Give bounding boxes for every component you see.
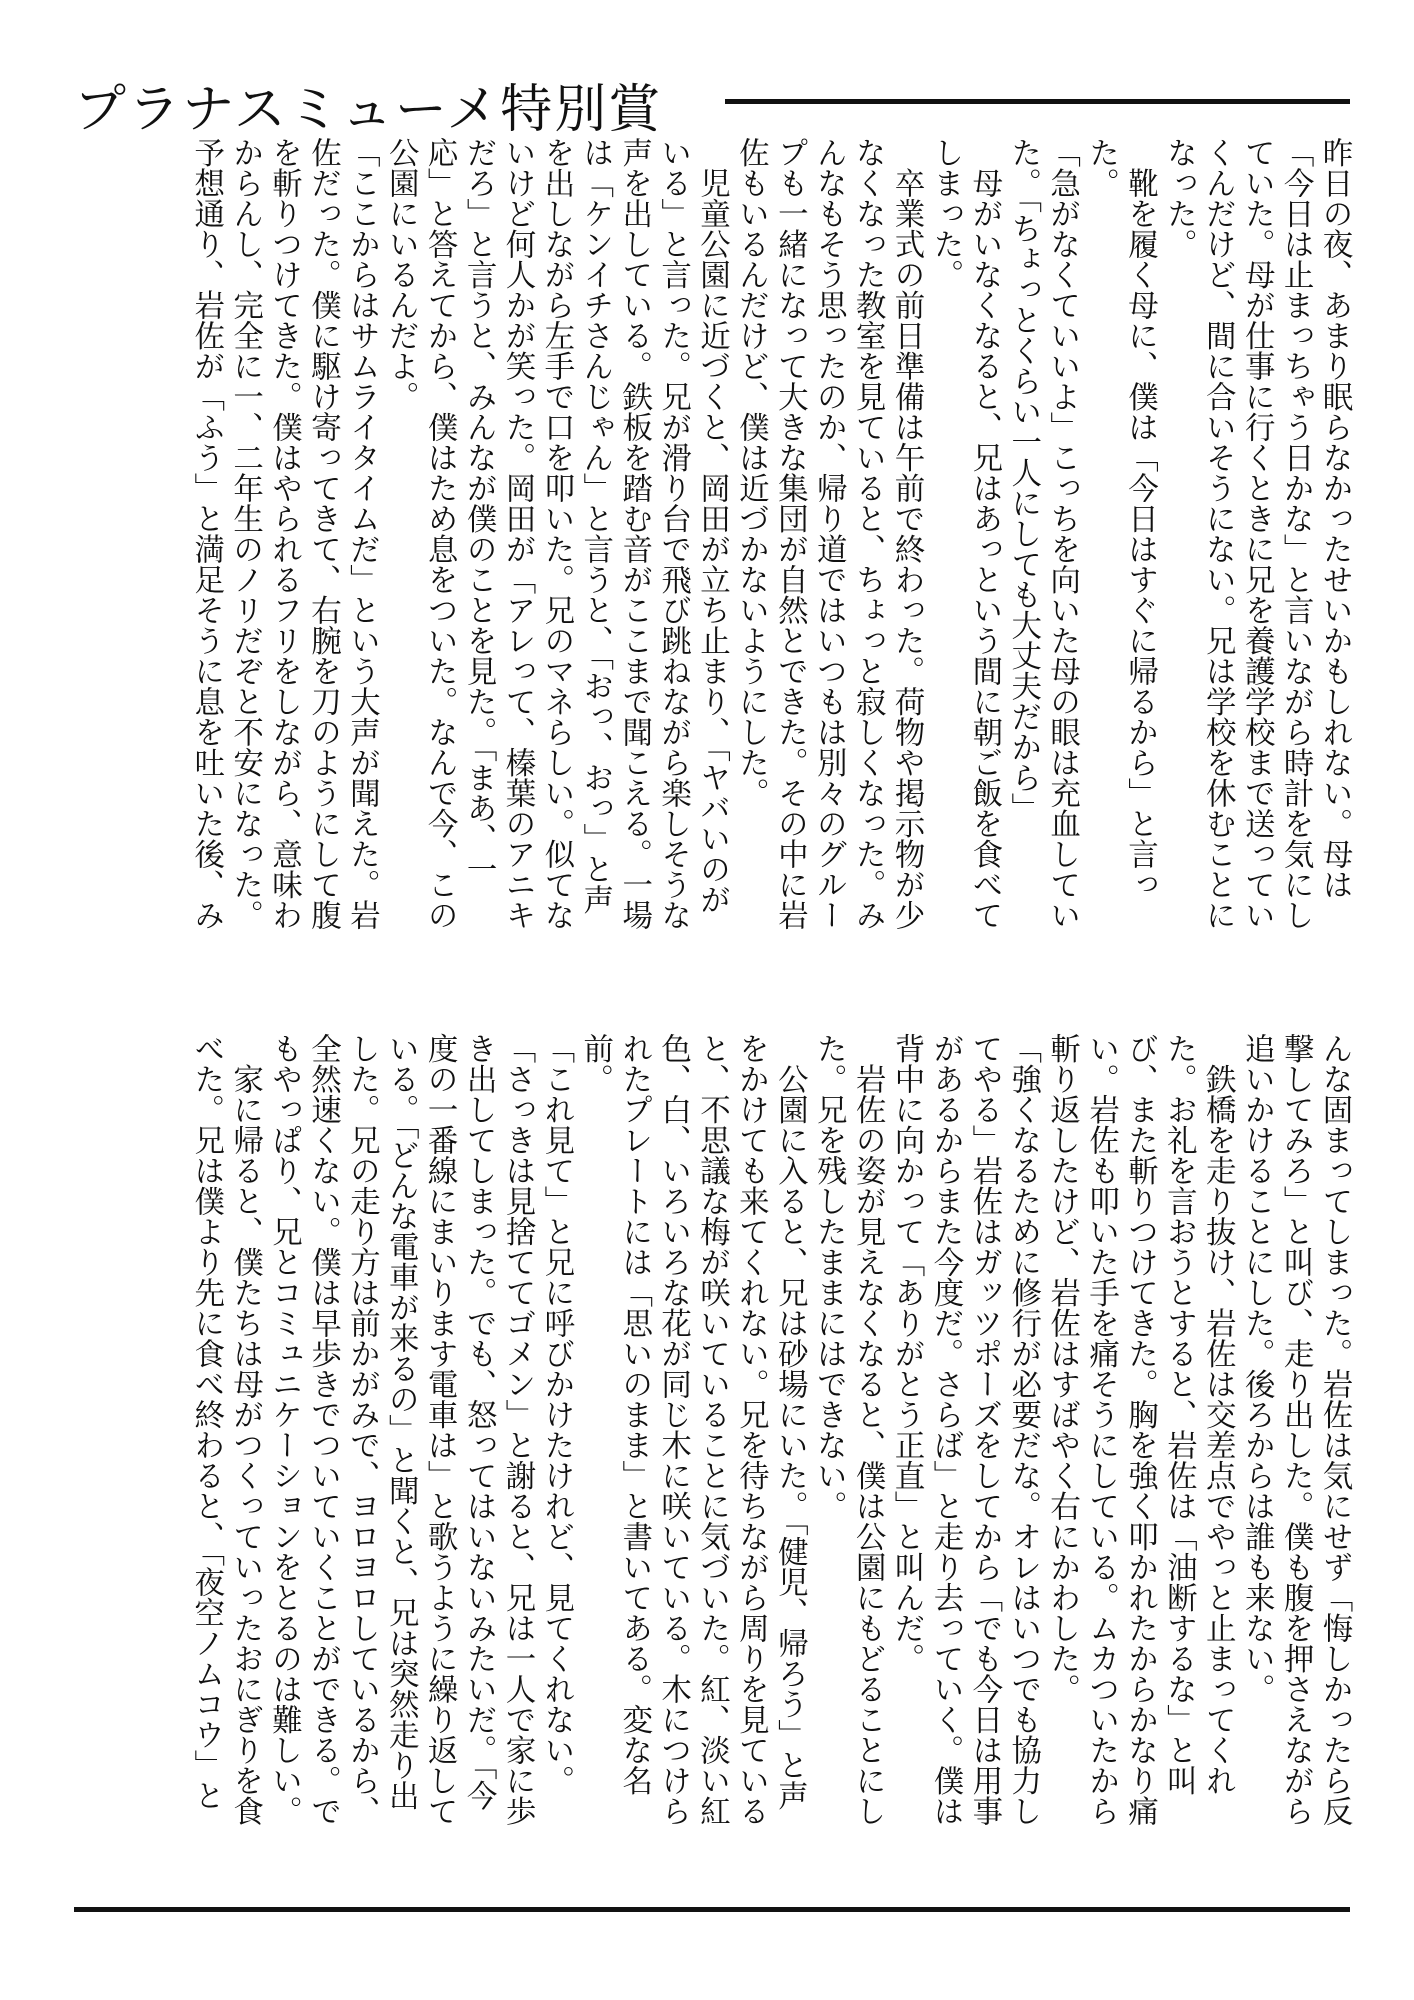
text-line: べた。兄は僕より先に食べ終わると、「夜空ノムコウ」と: [188, 1033, 224, 1811]
text-line: 「強くなるために修行が必要だな。オレはいつでも協力し: [1005, 1033, 1041, 1826]
text-block-top: [78, 137, 1353, 977]
page-title: プラナスミューメ特別賞: [74, 80, 663, 140]
text-line: 斬り返したけど、岩佐はすばやく右にかわした。: [1044, 1033, 1080, 1704]
text-block-bottom: [78, 1033, 1353, 1878]
text-line: をかけても来てくれない。兄を待ちながら周りを見ている: [733, 1033, 769, 1826]
text-line: 「今日は止まっちゃう日かな」と言いながら時計を気にし: [1278, 137, 1314, 930]
text-line: 家に帰ると、僕たちは母がつくっていったおにぎりを食: [227, 1033, 263, 1826]
text-line: しまった。: [927, 137, 963, 290]
text-line: 追いかけることにした。後ろからは誰も来ない。: [1239, 1033, 1275, 1704]
text-line: 公園に入ると、兄は砂場にいた。「健児、帰ろう」と声: [772, 1033, 808, 1811]
text-line: 前。: [577, 1033, 613, 1094]
text-line: いけど何人かが笑った。岡田が「アレって、榛葉のアニキ: [499, 137, 535, 930]
text-line: れたプレートには「思いのまま」と書いてある。変な名: [616, 1033, 652, 1796]
text-line: だろ」と言うと、みんなが僕のことを見た。「まあ、一: [461, 137, 497, 885]
text-line: 全然速くない。僕は早歩きでついていくことができる。で: [305, 1033, 341, 1826]
text-line: 公園にいるんだよ。: [383, 137, 419, 412]
text-line: を斬りつけてきた。僕はやられるフリをしながら、意味わ: [266, 137, 302, 930]
text-line: 昨日の夜、あまり眠らなかったせいかもしれない。母は: [1317, 137, 1352, 900]
title-rule: [725, 99, 1350, 104]
text-line: んなもそう思ったのか、帰り道ではいつもは別々のグルー: [811, 137, 847, 930]
text-line: 背中に向かって「ありがとう正直」と叫んだ。: [889, 1033, 925, 1674]
text-line: なくなった教室を見ていると、ちょっと寂しくなった。み: [850, 137, 886, 930]
text-line: を出しながら左手で口を叩いた。兄のマネらしい。似てな: [538, 137, 574, 930]
text-line: 予想通り、岩佐が「ふう」と満足そうに息を吐いた後、み: [188, 137, 224, 930]
text-line: 声を出している。鉄板を踏む音がここまで聞こえる。一場: [616, 137, 652, 930]
text-line: 佐もいるんだけど、僕は近づかないようにした。: [733, 137, 769, 808]
text-line: があるからまた今度だ。さらば」と走り去っていく。僕は: [927, 1033, 963, 1826]
text-line: 佐だった。僕に駆け寄ってきて、右腕を刀のようにして腹: [305, 137, 341, 930]
text-line: 鉄橋を走り抜け、岩佐は交差点でやっと止まってくれ: [1200, 1033, 1236, 1796]
text-line: 靴を履く母に、僕は「今日はすぐに帰るから」と言っ: [1122, 137, 1158, 900]
text-line: た。「ちょっとくらい一人にしても大丈夫だから」: [1005, 137, 1041, 824]
text-line: した。兄の走り方は前かがみで、ヨロヨロしているから、: [344, 1033, 380, 1826]
text-line: からんし、完全に一、二年生のノリだぞと不安になった。: [227, 137, 263, 930]
text-line: 「さっきは見捨ててゴメン」と謝ると、兄は一人で家に歩: [499, 1033, 535, 1826]
text-line: いる。「どんな電車が来るの」と聞くと、兄は突然走り出: [383, 1033, 419, 1811]
text-line: 児童公園に近づくと、岡田が立ち止まり、「ヤバいのが: [694, 137, 730, 915]
text-line: び、また斬りつけてきた。胸を強く叩かれたからかなり痛: [1122, 1033, 1158, 1826]
text-line: 「急がなくていいよ」こっちを向いた母の眼は充血してい: [1044, 137, 1080, 930]
text-line: と、不思議な梅が咲いていることに気づいた。紅、淡い紅: [694, 1033, 730, 1826]
text-line: いる」と言った。兄が滑り台で飛び跳ねながら楽しそうな: [655, 137, 691, 930]
text-line: ていた。母が仕事に行くときに兄を養護学校まで送ってい: [1239, 137, 1275, 930]
text-line: 色、白、いろいろな花が同じ木に咲いている。木につけら: [655, 1033, 691, 1826]
text-line: 「これ見て」と兄に呼びかけたけれど、見てくれない。: [538, 1033, 574, 1796]
text-line: 応」と答えてから、僕はため息をついた。なんで今、この: [422, 137, 458, 930]
text-line: てやる」岩佐はガッツポーズをしてから「でも今日は用事: [966, 1033, 1002, 1826]
text-line: い。岩佐も叩いた手を痛そうにしている。ムカついたから: [1083, 1033, 1119, 1826]
text-line: た。お礼を言おうとすると、岩佐は「油断するな」と叫: [1161, 1033, 1197, 1796]
text-line: んな固まってしまった。岩佐は気にせず「悔しかったら反: [1317, 1033, 1352, 1826]
text-line: くんだけど、間に合いそうにない。兄は学校を休むことに: [1200, 137, 1236, 930]
text-line: た。兄を残したままにはできない。: [811, 1033, 847, 1521]
text-line: 岩佐の姿が見えなくなると、僕は公園にもどることにし: [850, 1033, 886, 1826]
text-line: 度の一番線にまいります電車は」と歌うように繰り返して: [422, 1033, 458, 1826]
text-line: は「ケンイチさんじゃん」と言うと、「おっ、おっ」と声: [577, 137, 613, 915]
text-line: 撃してみろ」と叫び、走り出した。僕も腹を押さえながら: [1278, 1033, 1314, 1826]
text-line: 卒業式の前日準備は午前で終わった。荷物や掲示物が少: [889, 137, 925, 930]
text-line: プも一緒になって大きな集団が自然とできた。その中に岩: [772, 137, 808, 930]
text-line: 母がいなくなると、兄はあっという間に朝ご飯を食べて: [966, 137, 1002, 930]
text-line: 「ここからはサムライタイムだ」という大声が聞えた。岩: [344, 137, 380, 930]
text-line: き出してしまった。でも、怒ってはいないみたいだ。「今: [461, 1033, 497, 1811]
text-line: なった。: [1161, 137, 1197, 259]
text-line: た。: [1083, 137, 1119, 198]
bottom-rule: [74, 1907, 1350, 1912]
text-line: もやっぱり、兄とコミュニケーションをとるのは難しい。: [266, 1033, 302, 1826]
